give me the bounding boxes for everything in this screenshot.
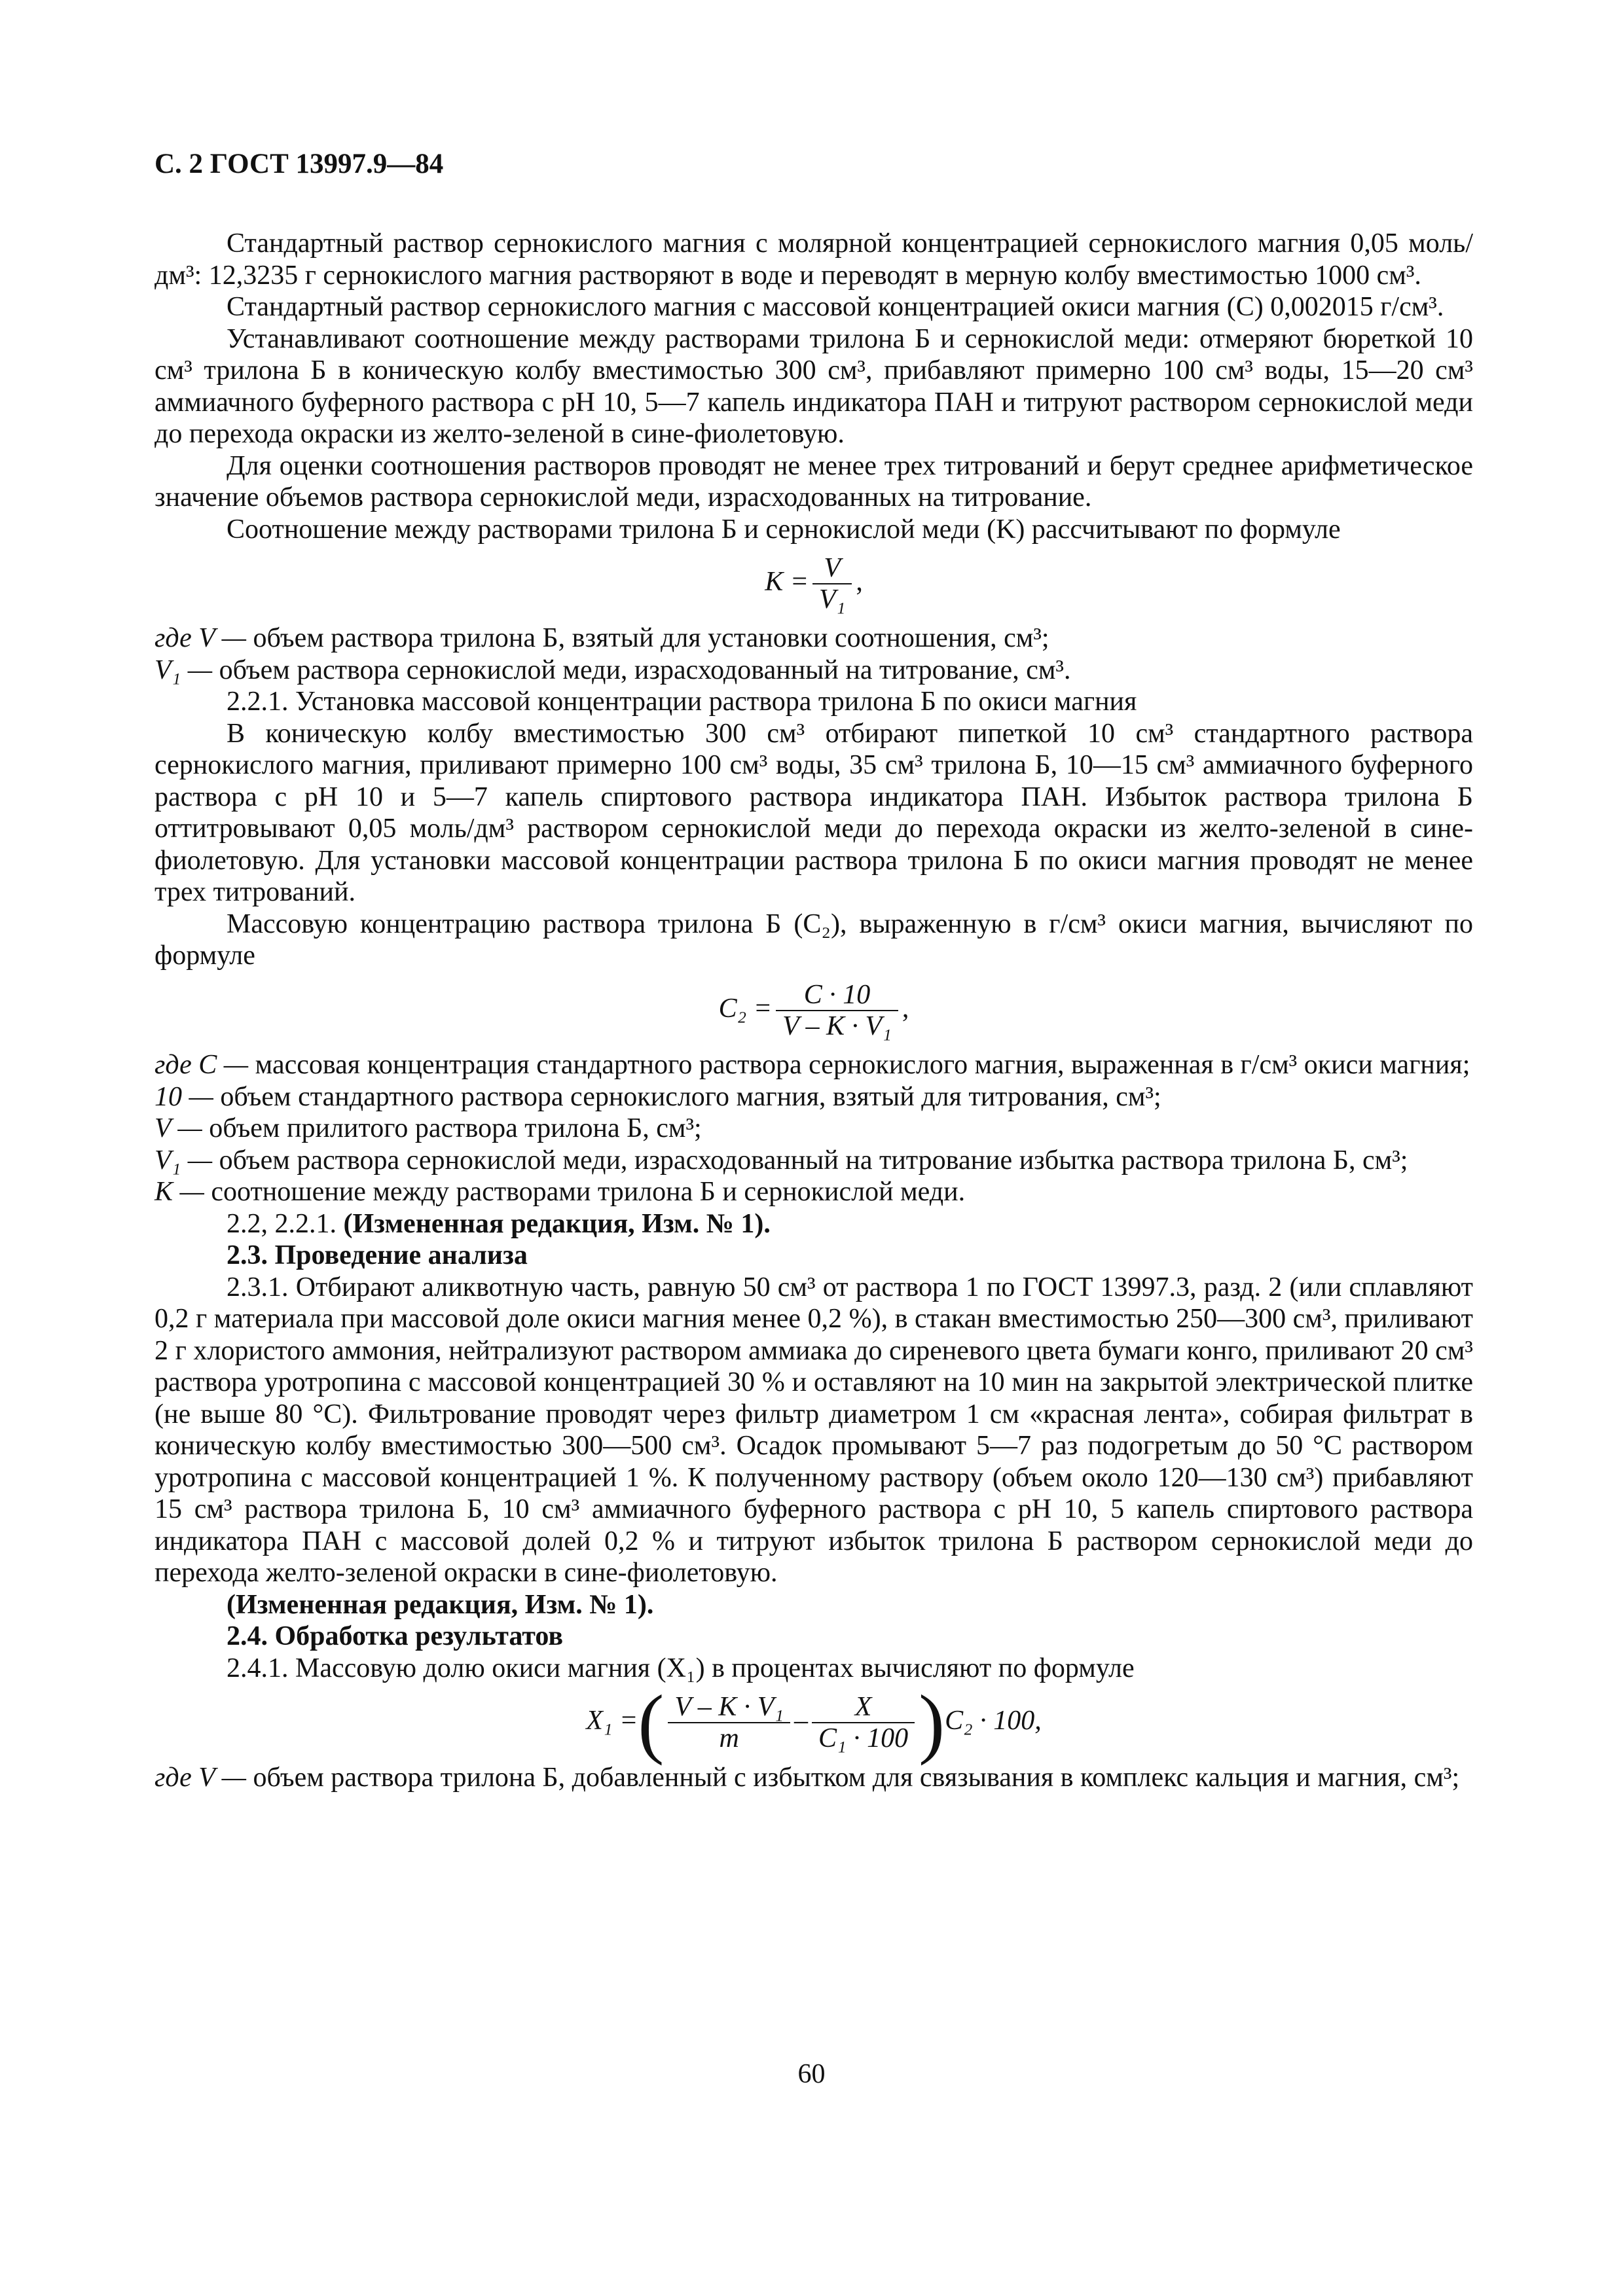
- variable-text: объем раствора сернокислой меди, израсходованный на титрование, см³.: [219, 655, 1071, 685]
- variable-definition: [155, 1762, 1473, 1794]
- formula-tail: ,: [902, 993, 909, 1024]
- fraction-1: [668, 1692, 790, 1753]
- paragraph-text: Массовую концентрацию раствора трилона Б (C₂), выраженную в г/см³ окиси магния, вычисляют по формуле: [155, 908, 1473, 971]
- variable-text: объем раствора сернокислой меди, израсходованный на титрование избытка раствора трилона Б, см³;: [219, 1145, 1408, 1175]
- variable-label: V₁ —: [155, 655, 213, 685]
- paragraph: [155, 450, 1473, 514]
- formula-lhs: K =: [765, 566, 809, 597]
- variable-text: массовая концентрация стандартного раствора сернокислого магния, выраженная в г/см³ окиси магния;: [255, 1050, 1470, 1081]
- page-number: 60: [797, 2059, 826, 2089]
- variable-definition: [155, 1176, 1473, 1208]
- variable-label: где V —: [155, 623, 247, 654]
- variable-label: где V —: [155, 1762, 247, 1793]
- variable-definition: [155, 655, 1473, 687]
- formula-minus: –: [794, 1706, 809, 1736]
- fraction-numerator: C · 10: [776, 980, 898, 1011]
- paragraph: [155, 1240, 1473, 1272]
- variable-definition: [155, 1113, 1473, 1145]
- fraction-2: [812, 1692, 915, 1753]
- paragraph-text: 2.3.1. Отбирают аликвотную часть, равную 50 см³ от раствора 1 по ГОСТ 13997.3, разд. 2 (или сплавляют 0,2 г материала при массовой доле окиси магния менее 0,2 %), в стакан вместимостью 250—300 см³, приливают 2 г хлористого аммония, нейтрализуют раствором аммиака до сиреневого цвета бумаги конго, приливают 20 см³ раствора уротропина с массовой концентрацией 30 % и оставляют на 10 мин на закрытой электрической плитке (не выше 80 °С). Фильтрование проводят через фильтр диаметром 1 см «красная лента», собирая фильтрат в коническую колбу вместимостью 300—500 см³. Осадок промывают 5—7 раз подогретым до 50 °С раствором уротропина с массовой концентрацией 1 %. К полученному раствору (объем около 120—130 см³) прибавляют 15 см³ раствора трилона Б, 10 см³ аммиачного буферного раствора с рН 10, 5 капель спиртового раствора индикатора ПАН с массовой долей 0,2 % и титруют избыток трилона Б раствором сернокислой меди до перехода желто-зеленой окраски в сине-фиолетовую.: [155, 1272, 1473, 1588]
- paragraph-bold-text: (Измененная редакция, Изм. № 1).: [227, 1589, 654, 1620]
- variable-text: объем раствора трилона Б, добавленный с избытком для связывания в комплекс кальция и магния, см³;: [253, 1762, 1460, 1793]
- variable-label: V₁ —: [155, 1145, 213, 1175]
- fraction: [812, 553, 852, 615]
- paragraph: [155, 1653, 1473, 1685]
- variable-text: объем стандартного раствора сернокислого магния, взятый для титрования, см³;: [220, 1081, 1161, 1112]
- paragraph-bold-text: 2.4. Обработка результатов: [227, 1621, 564, 1652]
- formula-lhs: C₂ =: [718, 993, 773, 1024]
- fraction-denominator: V – K · V₁: [782, 1011, 892, 1042]
- variable-text: объем раствора трилона Б, взятый для установки соотношения, см³;: [253, 623, 1049, 654]
- fraction-numerator: V – K · V₁: [668, 1692, 790, 1723]
- fraction-denominator: V₁: [819, 584, 846, 615]
- paragraph-text: 2.2.1. Установка массовой концентрации раствора трилона Б по окиси магния: [227, 687, 1137, 717]
- fraction: [776, 980, 898, 1041]
- paragraph-bold-text: 2.3. Проведение анализа: [227, 1240, 528, 1271]
- variable-label: V —: [155, 1113, 202, 1144]
- fraction-numerator: V: [812, 553, 852, 584]
- variable-definition: [155, 1145, 1473, 1177]
- paragraph: [155, 908, 1473, 972]
- paragraph-text: 2.4.1. Массовую долю окиси магния (X₁) в процентах вычисляют по формуле: [227, 1653, 1135, 1683]
- paragraph: [155, 1208, 1473, 1240]
- document-body: [155, 228, 1473, 1793]
- fraction-numerator: X: [812, 1692, 915, 1723]
- right-paren: ): [919, 1679, 945, 1767]
- paragraph-text: Соотношение между растворами трилона Б и сернокислой меди (K) рассчитывают по формуле: [227, 514, 1341, 545]
- formula-tail: ,: [856, 566, 863, 597]
- paragraph: [155, 1272, 1473, 1589]
- variable-label: K —: [155, 1177, 204, 1208]
- variable-definition: [155, 1049, 1473, 1081]
- paragraph-text: Стандартный раствор сернокислого магния с массовой концентрацией окиси магния (С) 0,002015 г/см³.: [227, 292, 1444, 322]
- variable-label: где C —: [155, 1050, 249, 1081]
- paragraph-text: Стандартный раствор сернокислого магния с молярной концентрацией сернокислого магния 0,05 моль/дм³: 12,3235 г сернокислого магния растворяют в воде и переводят в мерную колбу вместимостью 1000 см³.: [155, 228, 1473, 291]
- paragraph-text: Устанавливают соотношение между растворами трилона Б и сернокислой меди: отмеряют бюреткой 10 см³ трилона Б в коническую колбу вместимостью 300 см³, прибавляют примерно 100 см³ воды, 15—20 см³ аммиачного буферного раствора с рН 10, 5—7 капель индикатора ПАН и титруют раствором сернокислой меди до перехода окраски из желто-зеленой в сине-фиолетовую.: [155, 323, 1473, 449]
- paragraph: [155, 323, 1473, 450]
- formula-tail: C₂ · 100,: [945, 1706, 1042, 1736]
- paragraph: [155, 514, 1473, 546]
- variable-label: 10 —: [155, 1081, 213, 1112]
- formula: [155, 980, 1473, 1041]
- paragraph: [155, 686, 1473, 718]
- paragraph: [155, 228, 1473, 291]
- paragraph: [155, 291, 1473, 323]
- fraction-denominator: C₁ · 100: [818, 1723, 909, 1754]
- paragraph-text: В коническую колбу вместимостью 300 см³ отбирают пипеткой 10 см³ стандартного раствора сернокислого магния, приливают примерно 100 см³ воды, 35 см³ трилона Б, 10—15 см³ аммиачного буферного раствора с рН 10 и 5—7 капель спиртового раствора индикатора ПАН. Избыток раствора трилона Б оттитровывают 0,05 моль/дм³ раствором сернокислой меди до перехода окраски из желто-зеленой в сине-фиолетовую. Для установки массовой концентрации раствора трилона Б по окиси магния проводят не менее трех титрований.: [155, 718, 1473, 908]
- paragraph-bold-text: (Измененная редакция, Изм. № 1).: [343, 1208, 771, 1239]
- paragraph: [155, 718, 1473, 908]
- formula: [155, 1679, 1473, 1767]
- paragraph-text: 2.2, 2.2.1.: [227, 1208, 344, 1239]
- fraction-denominator: m: [719, 1723, 739, 1754]
- variable-definition: [155, 622, 1473, 655]
- variable-definition: [155, 1081, 1473, 1113]
- paragraph-text: Для оценки соотношения растворов проводят не менее трех титрований и берут среднее арифметическое значение объемов раствора сернокислой меди, израсходованных на титрование.: [155, 450, 1473, 512]
- formula: [155, 553, 1473, 615]
- variable-text: объем прилитого раствора трилона Б, см³;: [209, 1113, 702, 1144]
- paragraph: [155, 1621, 1473, 1653]
- paragraph: [155, 1589, 1473, 1621]
- formula-lhs: X₁ =: [586, 1706, 638, 1736]
- variable-text: соотношение между растворами трилона Б и сернокислой меди.: [211, 1177, 966, 1208]
- left-paren: (: [638, 1679, 665, 1767]
- page-header: С. 2 ГОСТ 13997.9—84: [155, 149, 444, 179]
